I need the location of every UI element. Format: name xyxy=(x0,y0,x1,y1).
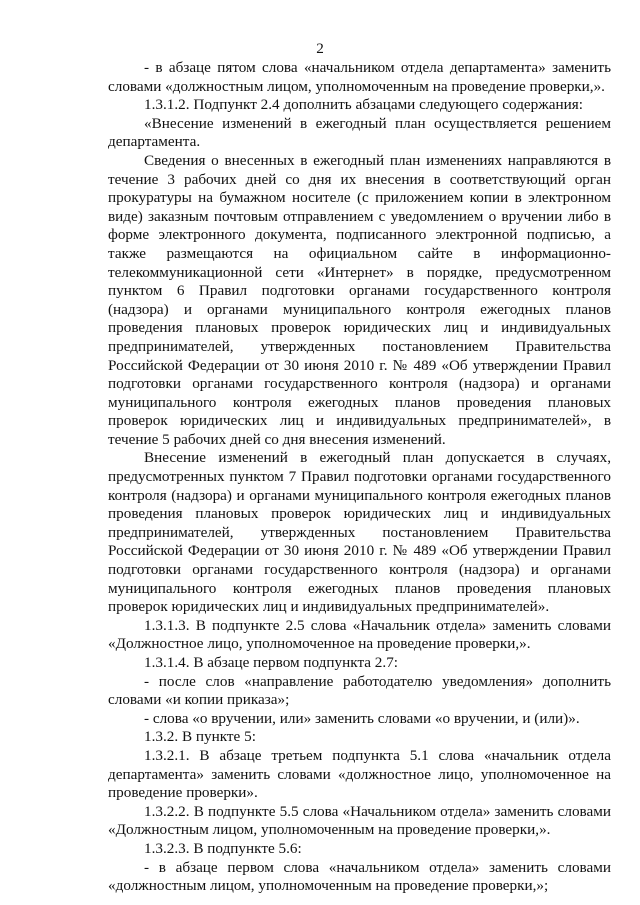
paragraph: 1.3.2.3. В подпункте 5.6: xyxy=(144,839,302,857)
paragraph: - в абзаце первом слова «начальником отдела» заменить словами «должностным лицом, уполномоченным на проведение проверки,»; xyxy=(108,858,611,895)
paragraph: 1.3.1.2. Подпункт 2.4 дополнить абзацами следующего содержания: xyxy=(144,96,583,114)
paragraph: Внесение изменений в ежегодный план допускается в случаях, предусмотренных пунктом 7 Правил подготовки органами государственного контроля (надзора) и органами муниципального контроля ежегодных планов проведения плановых проверок юридических лиц и индивидуальных предпринимателей, утвержденных постановлением Правительства Российской Федерации от 30 июня 2010 г. № 489 «Об утверждении Правил подготовки органами государственного контроля (надзора) и органами муниципального контроля ежегодных планов проведения плановых проверок юридических лиц и индивидуальных предпринимателей». xyxy=(108,449,611,616)
paragraph: 1.3.1.4. В абзаце первом подпункта 2.7: xyxy=(144,654,399,671)
paragraph: 1.3.1.3. В подпункте 2.5 слова «Начальник отдела» заменить словами «Должностное лицо, уполномоченное на проведение проверки,». xyxy=(108,616,611,653)
paragraph: 1.3.2.1. В абзаце третьем подпункта 5.1 слова «начальник отдела департамента» заменить словами «должностное лицо, уполномоченное на проведение проверки». xyxy=(108,746,611,802)
paragraph: - после слов «направление работодателю уведомления» дополнить словами «и копии приказа»; xyxy=(108,672,611,709)
paragraph: - в абзаце пятом слова «начальником отдела департамента» заменить словами «должностным лицом, уполномоченным на проведение проверки,». xyxy=(108,59,611,95)
paragraph: - слова «о вручении, или» заменить словами «о вручении, и (или)». xyxy=(144,709,580,727)
paragraph: «Внесение изменений в ежегодный план осуществляется решением департамента. xyxy=(108,114,611,151)
document-body xyxy=(108,59,611,896)
paragraph: 1.3.2. В пункте 5: xyxy=(144,728,256,746)
paragraph: Сведения о внесенных в ежегодный план изменениях направляются в течение 3 рабочих дней со дня их внесения в соответствующий орган прокуратуры на бумажном носителе (с приложением копии в электронном виде) заказным почтовым отправлением с уведомлением о вручении либо в форме электронного документа, подписанного электронной подписью, а также размещаются на официальном сайте в информационно-телекоммуникационной сети «Интернет» в порядке, предусмотренном пунктом 6 Правил подготовки органами государственного контроля (надзора) и органами муниципального контроля ежегодных планов проведения плановых проверок юридических лиц и индивидуальных предпринимателей, утвержденных постановлением Правительства Российской Федерации от 30 июня 2010 г. № 489 «Об утверждении Правил подготовки органами государственного контроля (надзора) и органами муниципального контроля ежегодных планов проведения плановых проверок юридических лиц и индивидуальных предпринимателей», в течение 5 рабочих дней со дня внесения изменений. xyxy=(108,151,611,448)
page-number: 2 xyxy=(316,40,324,57)
paragraph: 1.3.2.2. В подпункте 5.5 слова «Начальником отдела» заменить словами «Должностным лицом, уполномоченным на проведение проверки,». xyxy=(108,802,611,839)
